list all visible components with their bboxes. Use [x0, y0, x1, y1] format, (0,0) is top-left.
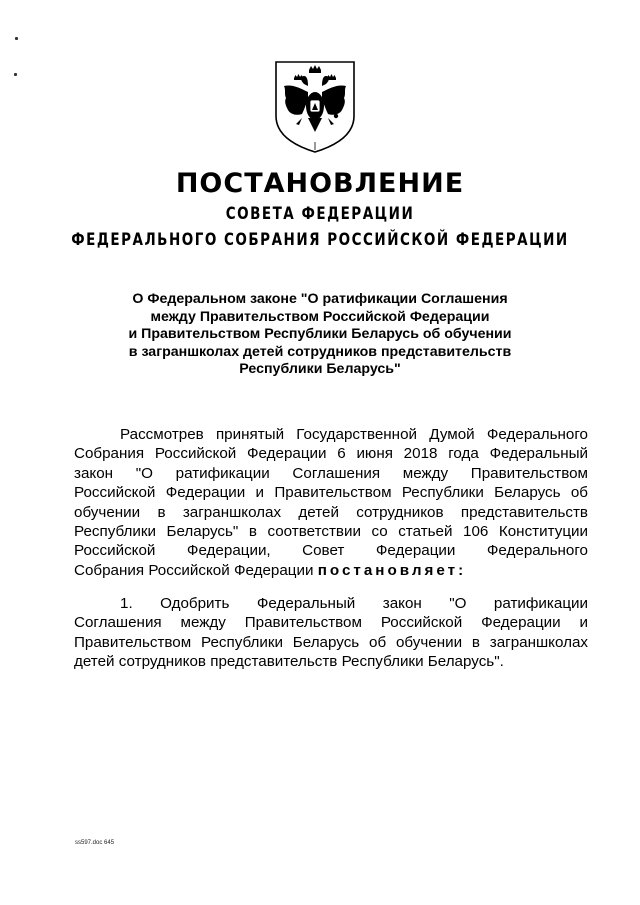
heading-line: О Федеральном законе "О ратификации Соглашения	[132, 291, 508, 307]
paragraph-line: закон "О ратификации Соглашения между Правительством	[74, 464, 588, 482]
document-subtitle-line2: ФЕДЕРАЛЬНОГО СОБРАНИЯ РОССИЙСКОЙ ФЕДЕРАЦИИ	[71, 230, 569, 250]
document-file-code: ss597.doc 645	[75, 840, 115, 846]
heading-line: Республики Беларусь"	[239, 361, 401, 377]
paragraph-line: Российской Федерации, Совет Федерации Федерального	[74, 542, 588, 560]
resolution-item-1	[74, 594, 588, 672]
paragraph-line-text: Собрания Российской Федерации	[74, 561, 314, 579]
paragraph-line: Собрания Российской Федерации 6 июня 2018 года Федеральный	[74, 445, 588, 463]
heading-line: в заграншколах детей сотрудников представительств	[128, 343, 512, 360]
paragraph-line: Соглашения между Правительством Российской Федерации и	[74, 614, 588, 632]
decree-word: постановляет:	[317, 561, 467, 579]
scan-mark	[15, 37, 18, 40]
heading-line: между Правительством Российской Федерации	[150, 308, 490, 325]
paragraph-line: детей сотрудников представительств Республики Беларусь".	[74, 653, 504, 671]
paragraph-line: 1. Одобрить Федеральный закон "О ратификации	[120, 595, 588, 612]
preamble-paragraph	[74, 425, 588, 580]
paragraph-line: Правительством Республики Беларусь об обучении в заграншколах	[74, 633, 588, 651]
document-title: ПОСТАНОВЛЕНИЕ	[175, 168, 465, 199]
paragraph-last-line	[74, 561, 588, 580]
heading-line: и Правительством Республики Беларусь об обучении	[128, 326, 512, 342]
scan-mark	[14, 73, 17, 76]
coat-of-arms-emblem	[270, 58, 360, 154]
paragraph-line: обучении в заграншколах детей сотрудников представительств	[74, 503, 588, 521]
paragraph-line: Республики Беларусь" в соответствии со статьей 106 Конституции	[74, 522, 588, 540]
paragraph-line: Рассмотрев принятый Государственной Думой Федерального	[120, 426, 588, 443]
paragraph-line: Российской Федерации и Правительством Республики Беларусь об	[74, 484, 588, 502]
document-subtitle-line1: СОВЕТА ФЕДЕРАЦИИ	[225, 204, 415, 224]
resolution-heading	[80, 291, 560, 379]
